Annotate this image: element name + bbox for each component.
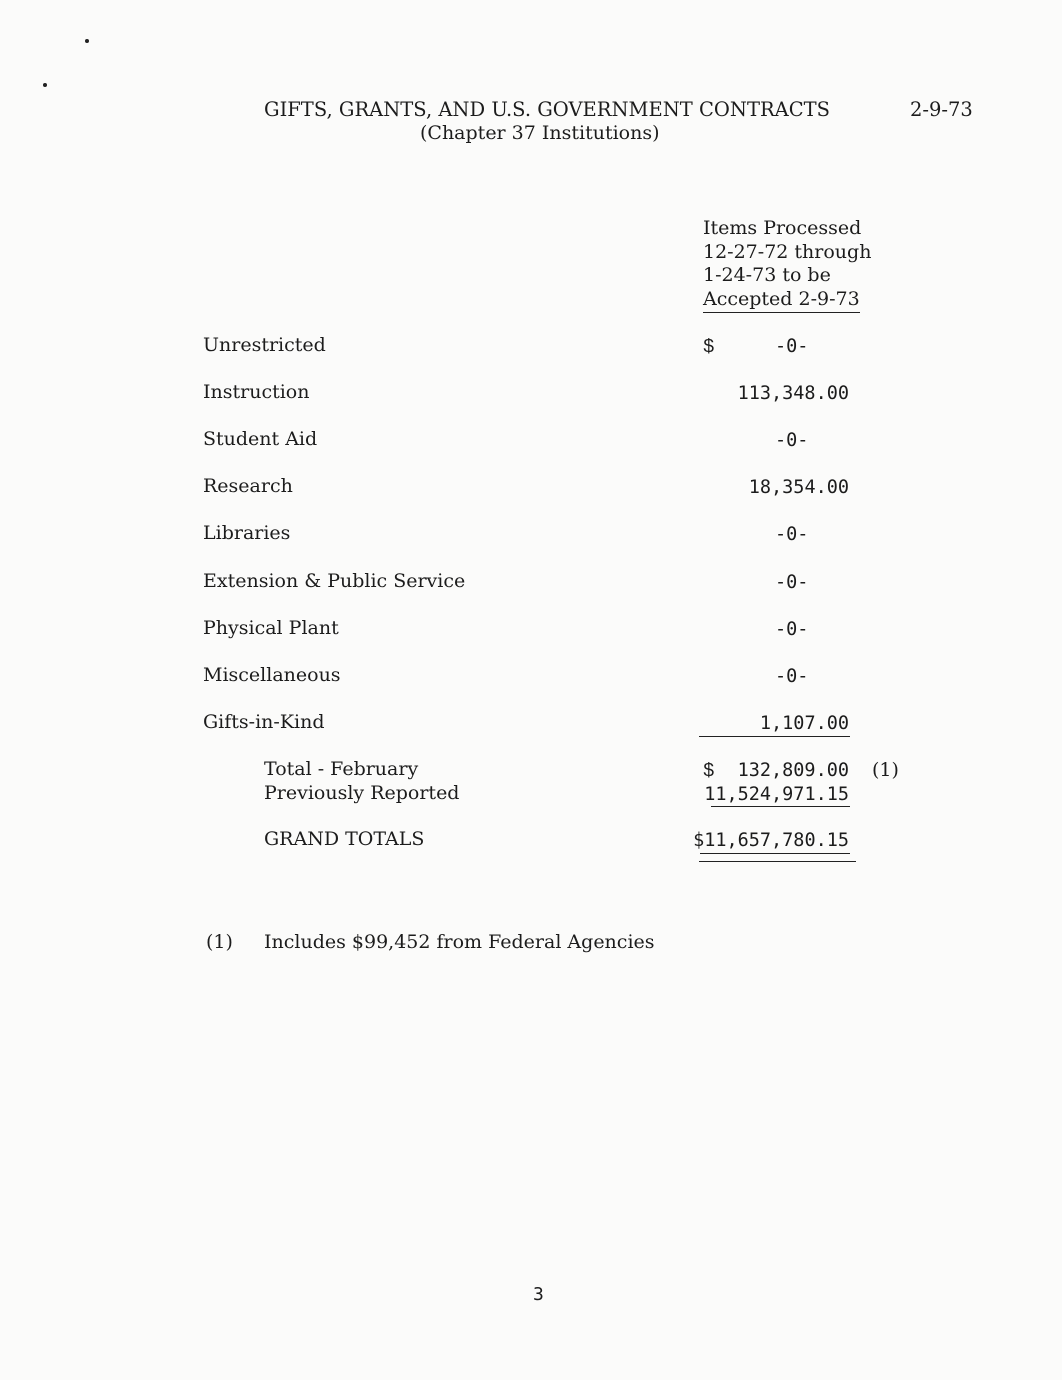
row-label-gifts-in-kind: Gifts-in-Kind — [203, 711, 325, 733]
column-header-line: Accepted 2-9-73 — [703, 288, 860, 314]
scan-speck — [43, 83, 47, 87]
subtotal-rule — [699, 736, 850, 737]
document-date: 2-9-73 — [910, 98, 973, 121]
grand-totals-underline — [700, 853, 850, 854]
page-number: 3 — [533, 1284, 544, 1305]
amount-libraries: -0- — [775, 524, 809, 545]
currency-symbol: $ — [703, 760, 715, 782]
column-header-line: 1-24-73 to be — [703, 264, 831, 286]
column-header-line: Items Processed — [703, 217, 862, 239]
grand-totals-label: GRAND TOTALS — [264, 828, 425, 850]
currency-symbol: $ — [703, 336, 715, 358]
footnote-reference: (1) — [872, 759, 899, 781]
row-label-student-aid: Student Aid — [203, 428, 318, 450]
row-label-extension: Extension & Public Service — [203, 570, 466, 592]
total-february-label: Total - February — [264, 758, 419, 780]
amount-physical-plant: -0- — [775, 619, 809, 640]
row-label-unrestricted: Unrestricted — [203, 334, 326, 356]
row-label-physical-plant: Physical Plant — [203, 617, 339, 639]
amount-miscellaneous: -0- — [775, 666, 809, 687]
total-february-amount: 132,809.00 — [737, 760, 849, 781]
column-header — [703, 217, 871, 313]
page-subtitle: (Chapter 37 Institutions) — [420, 122, 660, 144]
amount-instruction: 113,348.00 — [737, 383, 849, 404]
row-label-instruction: Instruction — [203, 381, 310, 403]
footnote-text: Includes $99,452 from Federal Agencies — [264, 931, 655, 953]
scan-speck — [85, 39, 89, 43]
amount-extension: -0- — [775, 572, 809, 593]
amount-unrestricted: -0- — [775, 336, 809, 357]
footnote-marker: (1) — [206, 931, 233, 953]
column-header-line: 12-27-72 through — [703, 240, 872, 263]
page-title: GIFTS, GRANTS, AND U.S. GOVERNMENT CONTRACTS — [264, 98, 831, 121]
row-label-libraries: Libraries — [203, 522, 291, 544]
grand-totals-double-rule — [699, 861, 856, 862]
previously-reported-label: Previously Reported — [264, 782, 460, 804]
amount-research: 18,354.00 — [748, 477, 849, 498]
row-label-research: Research — [203, 475, 293, 497]
row-label-miscellaneous: Miscellaneous — [203, 664, 341, 686]
grand-totals-amount: $11,657,780.15 — [693, 830, 849, 851]
amount-gifts-in-kind: 1,107.00 — [759, 713, 849, 734]
amount-student-aid: -0- — [775, 430, 809, 451]
previously-reported-underline — [711, 806, 850, 807]
previously-reported-amount: 11,524,971.15 — [704, 784, 849, 805]
